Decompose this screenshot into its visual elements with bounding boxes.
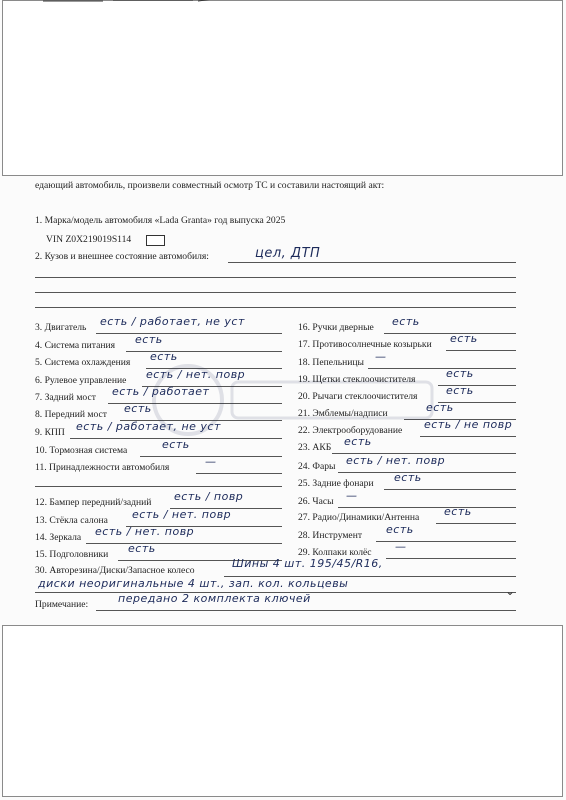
item21-value: есть	[426, 401, 454, 414]
item19-value: есть	[446, 367, 474, 380]
item22-label: 22. Электрооборудование	[298, 425, 403, 436]
item16-value: есть	[392, 315, 420, 328]
item12-label: 12. Бампер передний/задний	[35, 497, 152, 508]
item7-value: есть / работает	[112, 385, 210, 398]
accessories-line	[35, 486, 282, 487]
item1-label: 1. Марка/модель автомобиля «Lada Granta» год выпуска 2025	[35, 215, 286, 226]
item10-label: 10. Тормозная система	[35, 445, 128, 456]
item22-underline	[420, 436, 516, 437]
item21-label: 21. Эмблемы/надписи	[298, 408, 388, 419]
item12-value: есть / повр	[174, 490, 244, 503]
item10-value: есть	[162, 438, 190, 451]
vin-label: VIN Z0X219019S114	[46, 234, 132, 245]
item20-value: есть	[446, 384, 474, 397]
item27-value: есть	[444, 505, 472, 518]
item29-underline	[386, 558, 516, 559]
item2-value: цел, ДТП	[255, 246, 321, 261]
item8-value: есть	[124, 402, 152, 415]
item3-label: 3. Двигатель	[35, 322, 87, 333]
item23-value: есть	[344, 435, 372, 448]
note-label: Примечание:	[35, 599, 89, 610]
item25-underline	[384, 489, 516, 490]
item23-label: 23. АКБ	[298, 442, 332, 453]
item16-label: 16. Ручки дверные	[298, 322, 374, 333]
item11-label: 11. Принадлежности автомобиля	[35, 462, 170, 473]
item4-value: есть	[135, 333, 163, 346]
item19-label: 19. Щетки стеклоочистителя	[298, 374, 416, 385]
item26-underline	[338, 507, 516, 508]
item27-label: 27. Радио/Динамики/Антенна	[298, 512, 420, 523]
item15-label: 15. Подголовники	[35, 549, 109, 560]
redaction-block-bottom	[2, 625, 563, 797]
note-value: передано 2 комплекта ключей	[118, 592, 311, 605]
item28-label: 28. Инструмент	[298, 530, 363, 541]
item9-label: 9. КПП	[35, 427, 65, 438]
item13-label: 13. Стёкла салона	[35, 515, 108, 526]
item4-label: 4. Система питания	[35, 340, 116, 351]
item28-value: есть	[386, 523, 414, 536]
tick-mark-icon: ⌄	[505, 584, 516, 598]
redaction-block-top	[2, 0, 563, 176]
item18-underline	[368, 368, 516, 369]
item11-value: —	[205, 455, 217, 468]
item6-value: есть / нет. повр	[146, 368, 246, 381]
item17-value: есть	[450, 332, 478, 345]
item22-value: есть / не повр	[424, 418, 513, 431]
handwriting-scrap-icon	[43, 0, 213, 3]
item13-value: есть / нет. повр	[132, 508, 232, 521]
item24-label: 24. Фары	[298, 461, 336, 472]
note-underline	[96, 610, 516, 611]
body-line-3	[35, 307, 516, 308]
item15-value: есть	[128, 542, 156, 555]
body-line-2	[35, 292, 516, 293]
item3-underline	[96, 333, 282, 334]
item18-label: 18. Пепельницы	[298, 357, 364, 368]
item29-value: —	[395, 540, 407, 553]
item17-label: 17. Противосолнечные козырьки	[298, 339, 432, 350]
item2-label: 2. Кузов и внешнее состояние автомобиля:	[35, 251, 209, 262]
item5-value: есть	[150, 350, 178, 363]
intro-line: едающий автомобиль, произвели совместный осмотр ТС и составили настоящий акт:	[35, 180, 385, 191]
item9-value: есть / работает, не уст	[76, 420, 221, 433]
item2-underline	[228, 262, 516, 263]
item25-value: есть	[394, 471, 422, 484]
item7-label: 7. Задний мост	[35, 392, 96, 403]
item3-value: есть / работает, не уст	[100, 315, 245, 328]
item30-value-line1: Шины 4 шт. 195/45/R16,	[232, 557, 383, 570]
vin-redacted-box	[146, 235, 165, 246]
item30-value-line2: диски неоригинальные 4 шт., зап. кол. кольцевы	[38, 577, 349, 590]
body-line-1	[35, 277, 516, 278]
item30-label: 30. Авторезина/Диски/Запасное колесо	[35, 565, 195, 576]
item26-value: —	[346, 489, 358, 502]
item24-underline	[338, 472, 516, 473]
item11-underline	[196, 473, 282, 474]
item17-underline	[446, 350, 516, 351]
item5-label: 5. Система охлаждения	[35, 357, 131, 368]
item26-label: 26. Часы	[298, 496, 334, 507]
item8-label: 8. Передний мост	[35, 409, 107, 420]
item14-label: 14. Зеркала	[35, 532, 82, 543]
item29-label: 29. Колпаки колёс	[298, 547, 372, 558]
item27-underline	[436, 523, 516, 524]
item24-value: есть / нет. повр	[346, 454, 446, 467]
item18-value: —	[375, 350, 387, 363]
item14-underline	[86, 543, 282, 544]
item25-label: 25. Задние фонари	[298, 478, 374, 489]
item6-label: 6. Рулевое управление	[35, 375, 127, 386]
item14-value: есть / нет. повр	[95, 525, 195, 538]
item20-label: 20. Рычаги стеклоочистителя	[298, 391, 418, 402]
